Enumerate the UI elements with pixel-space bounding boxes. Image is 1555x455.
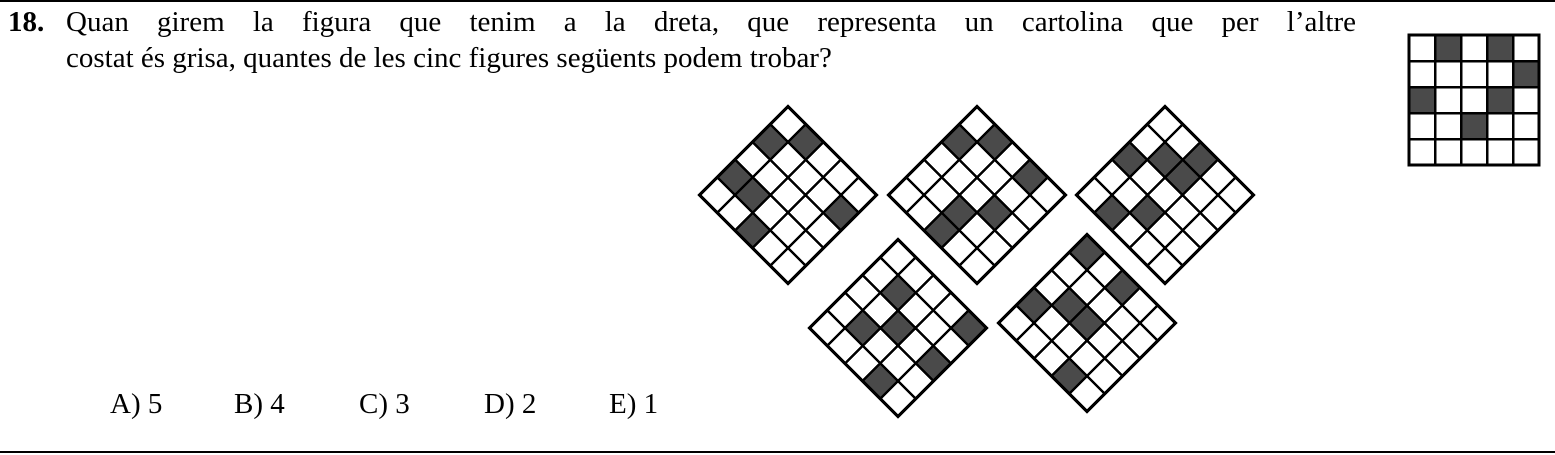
question-text-line-2: costat és grisa, quantes de les cinc figures següents podem trobar?	[66, 42, 832, 74]
top-rule	[0, 0, 1555, 2]
reference-cell-1-3	[1487, 61, 1513, 87]
answer-a[interactable]: A) 5	[110, 388, 163, 420]
reference-cell-1-4	[1513, 61, 1539, 87]
answer-c[interactable]: C) 3	[359, 388, 410, 420]
reference-cell-1-0	[1409, 61, 1435, 87]
reference-cell-4-1	[1435, 139, 1461, 165]
reference-cell-1-1	[1435, 61, 1461, 87]
reference-grid-cells	[1409, 35, 1539, 165]
reference-cell-3-1	[1435, 113, 1461, 139]
reference-cell-2-0	[1409, 87, 1435, 113]
answer-figures	[690, 95, 1270, 425]
answer-d[interactable]: D) 2	[484, 388, 537, 420]
reference-cell-0-0	[1409, 35, 1435, 61]
reference-grid	[1407, 33, 1541, 167]
reference-cell-2-4	[1513, 87, 1539, 113]
reference-cell-4-4	[1513, 139, 1539, 165]
question-text-line-1: Quan girem la figura que tenim a la dreta, que representa un cartolina que per l’altre	[66, 6, 1356, 38]
answer-b[interactable]: B) 4	[234, 388, 285, 420]
reference-cell-3-2	[1461, 113, 1487, 139]
figure-top-left	[700, 107, 877, 284]
reference-cell-0-1	[1435, 35, 1461, 61]
reference-cell-4-3	[1487, 139, 1513, 165]
reference-cell-3-0	[1409, 113, 1435, 139]
reference-cell-4-0	[1409, 139, 1435, 165]
reference-cell-1-2	[1461, 61, 1487, 87]
reference-cell-0-3	[1487, 35, 1513, 61]
question-number: 18.	[8, 6, 45, 38]
answer-e[interactable]: E) 1	[609, 388, 659, 420]
bottom-rule	[0, 451, 1555, 453]
reference-cell-2-1	[1435, 87, 1461, 113]
reference-cell-0-2	[1461, 35, 1487, 61]
reference-cell-4-2	[1461, 139, 1487, 165]
reference-cell-3-3	[1487, 113, 1513, 139]
reference-cell-2-3	[1487, 87, 1513, 113]
reference-cell-3-4	[1513, 113, 1539, 139]
reference-cell-0-4	[1513, 35, 1539, 61]
reference-cell-2-2	[1461, 87, 1487, 113]
